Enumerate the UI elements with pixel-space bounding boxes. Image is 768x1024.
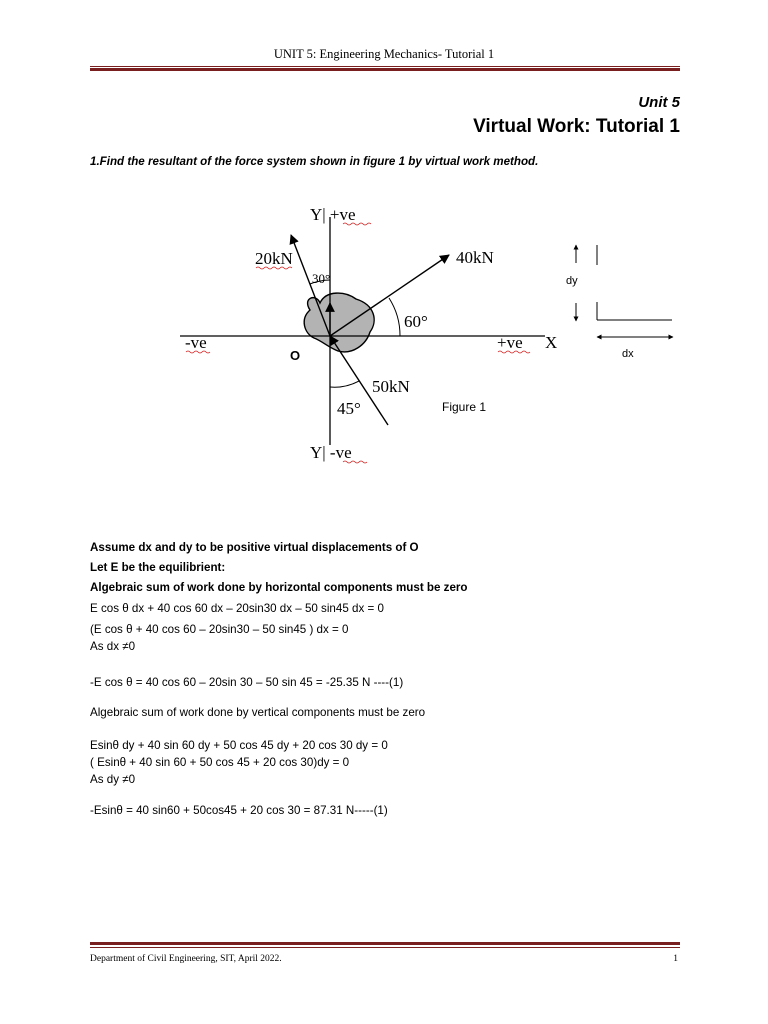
force-40kn-label: 40kN <box>456 248 494 267</box>
y-positive-label: Y| +ve <box>310 205 356 224</box>
angle-60-label: 60° <box>404 312 428 331</box>
force-50kn-label: 50kN <box>372 377 410 396</box>
y-negative-squiggle <box>343 461 367 463</box>
solution-line-8: Algebraic sum of work done by vertical components must be zero <box>90 706 426 719</box>
force-system-figure <box>160 195 700 470</box>
header-rule-thin <box>90 66 680 67</box>
question-text: 1.Find the resultant of the force system shown in figure 1 by virtual work method. <box>90 155 539 168</box>
figure-caption: Figure 1 <box>442 400 487 414</box>
footer-rule-thick <box>90 942 680 945</box>
x-negative-label: -ve <box>185 333 207 352</box>
angle-30-label: 30° <box>312 271 331 286</box>
solution-line-2: Let E be the equilibrient: <box>90 561 226 574</box>
page-number: 1 <box>673 954 678 964</box>
angle-45-label: 45° <box>337 399 361 418</box>
solution-line-6: As dx ≠0 <box>90 640 136 653</box>
solution-line-9: Esinθ dy + 40 sin 60 dy + 50 cos 45 dy + 20 cos 30 dy = 0 <box>90 739 388 752</box>
x-axis-label: X <box>545 333 558 352</box>
solution-line-11: As dy ≠0 <box>90 773 136 786</box>
header-rule-thick <box>90 68 680 71</box>
y-negative-label: Y| -ve <box>310 443 352 462</box>
dx-label: dx <box>622 348 634 360</box>
angle-arc-60 <box>389 298 400 336</box>
x-positive-label: +ve <box>497 333 523 352</box>
footer-text: Department of Civil Engineering, SIT, April 2022. <box>90 954 282 964</box>
solution-line-10: ( Esinθ + 40 sin 60 + 50 cos 45 + 20 cos 30)dy = 0 <box>90 756 350 769</box>
origin-label: O <box>290 348 301 363</box>
solution-line-1: Assume dx and dy to be positive virtual displacements of O <box>90 541 419 554</box>
solution-line-4: E cos θ dx + 40 cos 60 dx – 20sin30 dx – 50 sin45 dx = 0 <box>90 602 384 615</box>
force-20kn-label: 20kN <box>255 249 293 268</box>
solution-line-5: (E cos θ + 40 cos 60 – 20sin30 – 50 sin45 ) dx = 0 <box>90 623 349 636</box>
running-header: UNIT 5: Engineering Mechanics- Tutorial 1 <box>273 47 495 61</box>
unit-label: Unit 5 <box>638 94 680 111</box>
rigid-body-shape <box>304 293 374 352</box>
solution-line-7: -E cos θ = 40 cos 60 – 20sin 30 – 50 sin 45 = -25.35 N ----(1) <box>90 676 404 689</box>
dy-label: dy <box>566 275 578 287</box>
page-title: Virtual Work: Tutorial 1 <box>473 116 680 137</box>
footer-rule-thin <box>90 947 680 948</box>
solution-line-3: Algebraic sum of work done by horizontal components must be zero <box>90 581 468 594</box>
solution-line-12: -Esinθ = 40 sin60 + 50cos45 + 20 cos 30 = 87.31 N-----(1) <box>90 804 388 817</box>
angle-arc-45 <box>330 381 359 387</box>
